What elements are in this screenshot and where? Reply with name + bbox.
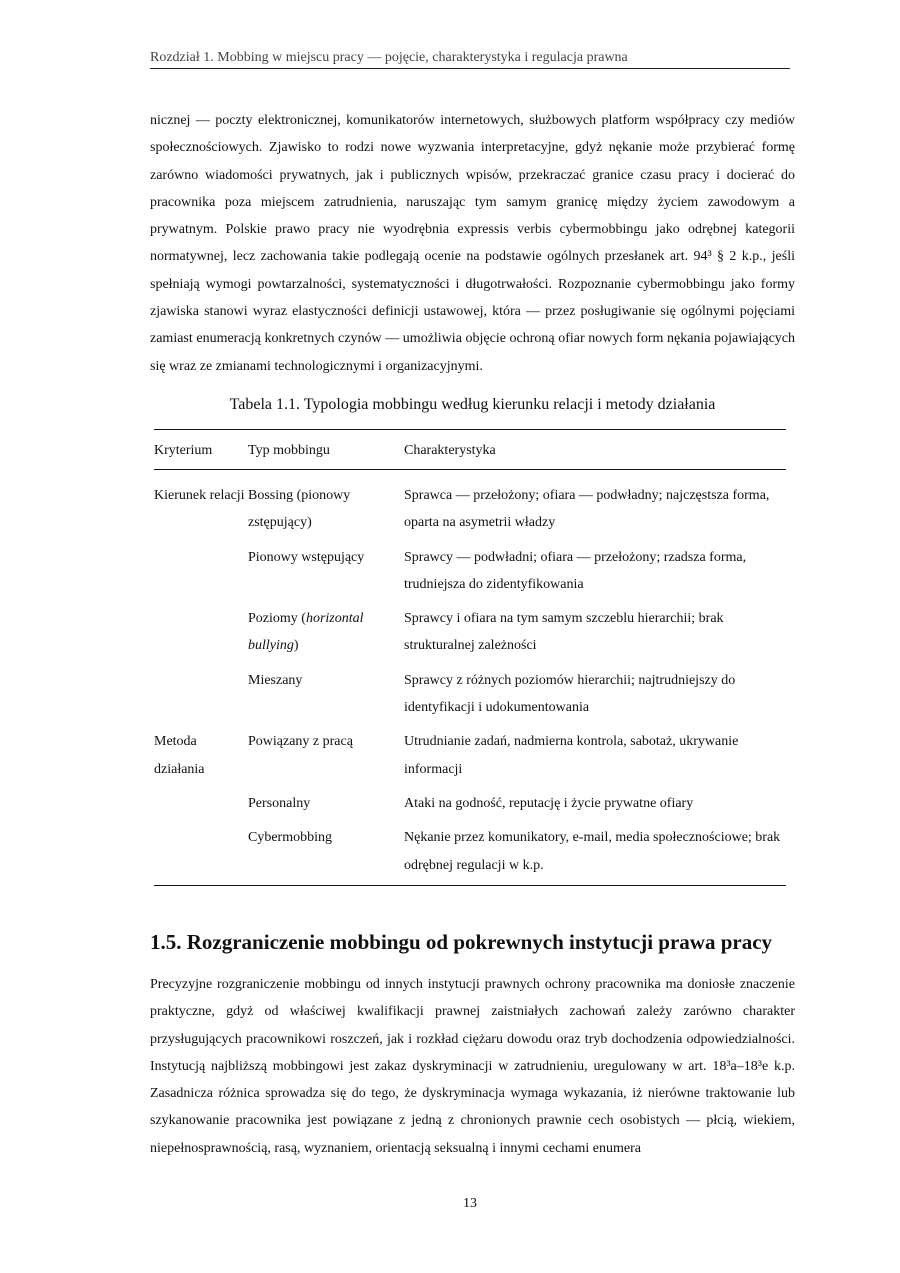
cell-type [248, 605, 404, 667]
column-header-criterion: Kryterium [154, 430, 248, 470]
column-header-description: Charakterystyka [404, 430, 786, 470]
section-paragraph: Precyzyjne rozgraniczenie mobbingu od innych instytucji prawnych ochrony pracownika ma doniosłe znaczenie praktyczne, gdyż od właściwej kwalifikacji prawnej zaistniałych zachowań zależy zarówno charakter przysługujących pracownikowi roszczeń, jak i rozkład ciężaru dowodu oraz tryb dochodzenia odpowiedzialności. Instytucją najbliższą mobbingowi jest zakaz dyskryminacji w zatrudnieniu, uregulowany w art. 18³a–18³e k.p. Zasadnicza różnica sprowadza się do tego, że dyskryminacja wymaga wykazania, iż nierówne traktowanie lub szykanowanie pracownika jest powiązane z jedną z chronionych prawnie cech osobistych — płcią, wiekiem, niepełnosprawnością, rasą, wyznaniem, orientacją seksualną i innymi cechami enumera [150, 977, 795, 1156]
table-body [154, 470, 786, 886]
cell-description: Sprawca — przełożony; ofiara — podwładny; najczęstsza forma, oparta na asymetrii władzy [404, 488, 770, 531]
column-header-type: Typ mobbingu [248, 430, 404, 470]
cell-description: Sprawcy — podwładni; ofiara — przełożony; rzadsza forma, trudniejsza do zidentyfikowania [404, 549, 747, 592]
table-row [154, 544, 786, 606]
cell-type-italic-text: horizontal bullying [248, 611, 364, 654]
cell-criterion: Metoda działania [154, 734, 205, 777]
cell-criterion: Kierunek relacji [154, 488, 245, 503]
table-row [154, 728, 786, 790]
cell-criterion [154, 790, 248, 824]
table-header-row [154, 430, 786, 470]
cell-type-text: Mieszany [248, 672, 303, 688]
body-paragraph: nicznej — poczty elektronicznej, komunikatorów internetowych, służbowych platform współpracy czy mediów społecznościowych. Zjawisko to rodzi nowe wyzwania interpretacyjne, gdyż nękanie może przybierać formę zarówno wiadomości prywatnych, jak i publicznych wpisów, przekraczać granice czasu pracy i docierać do pracownika poza miejscem zatrudnienia, naruszając tym samym granicę między życiem zawodowym a prywatnym. Polskie prawo pracy nie wyodrębnia expressis verbis cybermobbingu jako odrębnej kategorii normatywnej, lecz zachowania takie podlegają ocenie na podstawie ogólnych przesłanek art. 94³ § 2 k.p., jeśli spełniają wymogi powtarzalności, systematyczności i długotrwałości. Rozpoznanie cybermobbingu jako formy zjawiska stanowi wyraz elastyczności definicji ustawowej, która — przez posługiwanie się ogólnymi pojęciami zamiast enumeracją konkretnych czynów — umożliwia objęcie ochroną ofiar nowych form nękania pojawiających się wraz ze zmianami technologicznymi i organizacyjnymi. [150, 113, 795, 374]
cell-description: Utrudnianie zadań, nadmierna kontrola, sabotaż, ukrywanie informacji [404, 734, 739, 777]
cell-description: Sprawcy i ofiara na tym samym szczeblu hierarchii; brak strukturalnej zależności [404, 611, 724, 654]
cell-type-text: Personalny [248, 795, 311, 811]
cell-type [248, 790, 404, 824]
cell-type-text: Cybermobbing [248, 830, 332, 846]
section-heading: 1.5. Rozgraniczenie mobbingu od pokrewnych instytucji prawa pracy [150, 930, 773, 954]
table-caption: Tabela 1.1. Typologia mobbingu według kierunku relacji i metody działania [229, 396, 716, 413]
cell-criterion [154, 824, 248, 885]
table-row [154, 824, 786, 885]
cell-type-suffix: ) [293, 638, 299, 654]
cell-description: Ataki na godność, reputację i życie prywatne ofiary [404, 795, 694, 811]
page-number: 13 [463, 1196, 477, 1211]
table-row [154, 605, 786, 667]
cell-type [248, 667, 404, 729]
table-row [154, 790, 786, 824]
cell-type-text: Bossing (pionowy zstępujący) [248, 488, 351, 531]
cell-type-text: Pionowy wstępujący [248, 549, 365, 565]
cell-type-text: Poziomy ( [248, 611, 306, 627]
cell-type [248, 728, 404, 790]
cell-criterion [154, 667, 248, 729]
table-row [154, 667, 786, 729]
cell-type [248, 470, 404, 544]
cell-criterion [154, 605, 248, 667]
cell-type [248, 544, 404, 606]
cell-description: Sprawcy z różnych poziomów hierarchii; najtrudniejszy do identyfikacji i udokumentowania [404, 672, 736, 716]
cell-criterion [154, 544, 248, 606]
typology-table [154, 429, 786, 886]
running-header: Rozdział 1. Mobbing w miejscu pracy — pojęcie, charakterystyka i regulacja prawna [150, 50, 790, 69]
cell-type [248, 824, 404, 885]
cell-description: Nękanie przez komunikatory, e-mail, media społecznościowe; brak odrębnej regulacji w k.p. [404, 824, 786, 885]
table-row [154, 470, 786, 544]
cell-type-text: Powiązany z pracą [248, 734, 353, 750]
